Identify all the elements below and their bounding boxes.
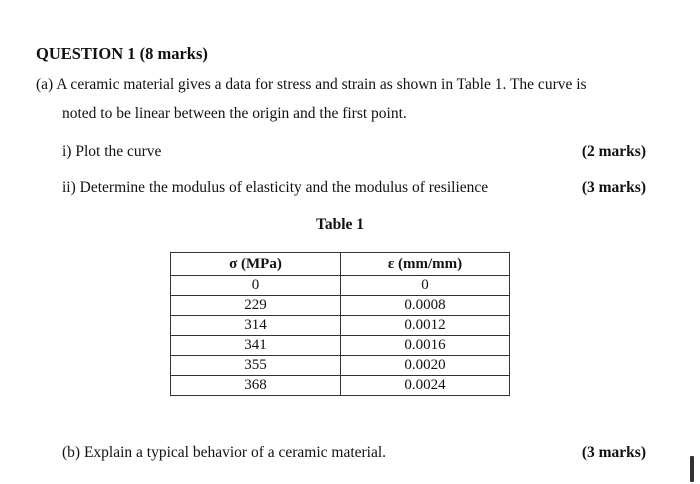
header-stress: σ (MPa) <box>171 253 341 276</box>
part-a-line-1: (a) A ceramic material gives a data for stress and strain as shown in Table 1. The curve is <box>36 76 587 93</box>
question-title: QUESTION 1 (8 marks) <box>36 44 208 63</box>
stress-cell: 368 <box>171 376 341 396</box>
stress-strain-table <box>170 252 510 396</box>
table-row <box>171 276 510 296</box>
table-header-row <box>171 253 510 276</box>
stress-cell: 355 <box>171 356 341 376</box>
table-row <box>171 376 510 396</box>
table-caption: Table 1 <box>315 216 365 233</box>
stress-cell: 0 <box>171 276 341 296</box>
strain-cell: 0.0020 <box>341 356 510 376</box>
table-row <box>171 336 510 356</box>
table-row <box>171 316 510 336</box>
header-strain: ε (mm/mm) <box>341 253 510 276</box>
stress-cell: 314 <box>171 316 341 336</box>
part-b-marks: (3 marks) <box>581 444 646 461</box>
scrollbar-thumb[interactable] <box>690 456 694 482</box>
item-i-marks: (2 marks) <box>581 143 646 160</box>
strain-cell: 0.0024 <box>341 376 510 396</box>
strain-cell: 0.0016 <box>341 336 510 356</box>
item-ii-marks: (3 marks) <box>581 179 646 196</box>
table-row <box>171 356 510 376</box>
item-i-text: i) Plot the curve <box>62 143 162 160</box>
strain-cell: 0.0008 <box>341 296 510 316</box>
stress-cell: 341 <box>171 336 341 356</box>
table-row <box>171 296 510 316</box>
item-ii-text: ii) Determine the modulus of elasticity and the modulus of resilience <box>62 179 489 196</box>
stress-cell: 229 <box>171 296 341 316</box>
part-a-line-2: noted to be linear between the origin and the first point. <box>62 105 407 122</box>
strain-cell: 0.0012 <box>341 316 510 336</box>
strain-cell: 0 <box>341 276 510 296</box>
part-b-text: (b) Explain a typical behavior of a ceramic material. <box>62 444 387 461</box>
